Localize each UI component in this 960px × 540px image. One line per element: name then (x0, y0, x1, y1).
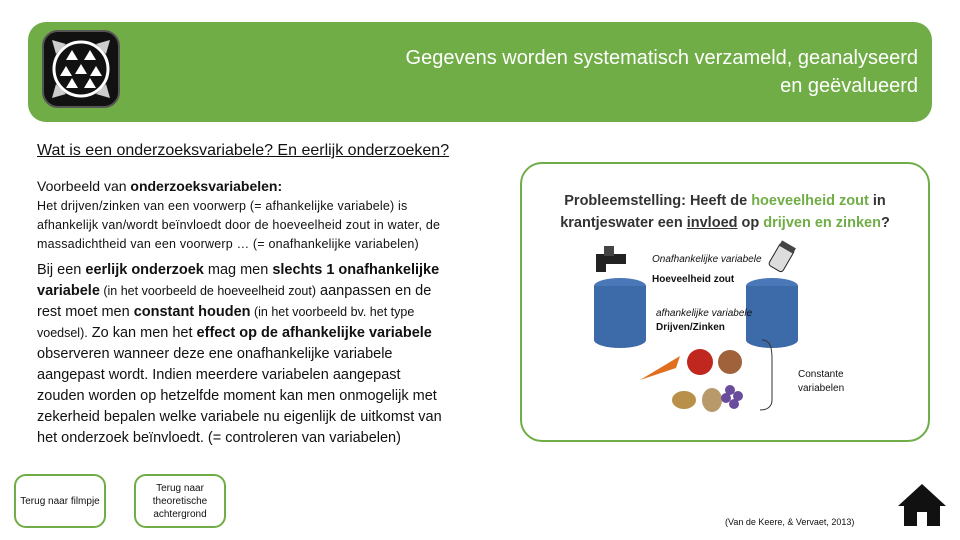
salt-shaker-icon (768, 240, 796, 272)
science-logo-icon (42, 30, 120, 108)
problem-statement: Probleemstelling: Heeft de hoeveelheid zout in krantjeswater een invloed op drijven en zinken? (560, 193, 890, 231)
example-lead: Voorbeeld van onderzoeksvariabelen: (37, 178, 283, 194)
citation: (Van de Keere, & Vervaet, 2013) (725, 517, 855, 527)
page-title: Gegevens worden systematisch verzameld, geanalyseerd en geëvalueerd (405, 47, 918, 97)
dep-var-label: afhankelijke variabele (656, 308, 753, 319)
subheading: Wat is een onderzoeksvariabele? En eerlijk onderzoeken? (37, 142, 450, 159)
constant-variables-label: Constante variabelen (798, 369, 845, 394)
water-cup-left-icon (594, 278, 646, 348)
header-banner (28, 22, 932, 122)
food-items-icon (640, 349, 743, 412)
back-to-theory-button[interactable]: Terug naar theoretische achtergrond (134, 474, 226, 528)
back-to-video-button[interactable]: Terug naar filmpje (14, 474, 106, 528)
tap-icon (596, 246, 626, 272)
example-description: Het drijven/zinken van een voorwerp (= afhankelijke variabele) is afhankelijk van/wordt beïnvloedt door de hoeveelheid zout in water, de massadichtheid van een voorwerp … (= onafhankelijke variabelen) (37, 199, 441, 251)
home-icon[interactable] (896, 482, 948, 528)
fair-test-paragraph: Bij een eerlijk onderzoek mag men slechts 1 onafhankelijke variabele (in het voorbeeld de hoeveelheid zout) aanpassen en de rest moet men constant houden (in het voorbeeld bv. het type voedsel). Zo kan men het effect op de afhankelijke variabele observeren wanneer deze ene onafhankelijke variabele aangepast wordt. Indien meerdere variabelen aangepast zouden worden op hetzelfde moment kan men onmogelijk met zekerheid bepalen welke variabele nu eigenlijk de uitkomst van het onderzoek beïnvloedt. (= controleren van variabelen) (37, 262, 442, 446)
ind-var-value: Hoeveelheid zout (652, 274, 735, 285)
dep-var-value: Drijven/Zinken (656, 322, 725, 333)
water-cup-right-icon (746, 278, 798, 348)
ind-var-label: Onafhankelijke variabele (652, 254, 762, 265)
